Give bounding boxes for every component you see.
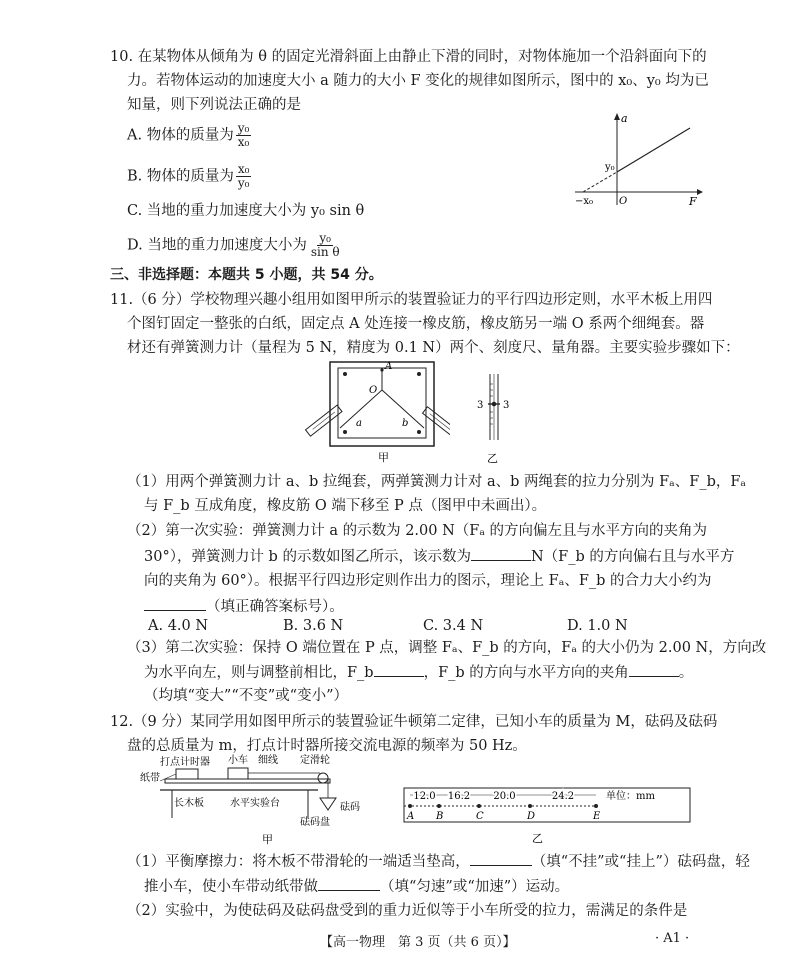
- q10-option-d: D. 当地的重力加速度大小为 $\frac{\text{y₀}}{\text{sin θ}}$: [127, 231, 340, 259]
- tape-segment-label: 16.2: [447, 791, 471, 802]
- tape-point-label-a: A: [407, 811, 415, 822]
- q10-graph: [565, 110, 705, 210]
- q11-part3-line2: 为水平向左，则与调整前相比，F_b ，F_b 的方向与水平方向的夹角 。: [144, 662, 693, 683]
- fig-jia-point-a: A: [385, 361, 393, 372]
- tape-point-label-d: D: [527, 811, 536, 822]
- q12-label-pulley: 定滑轮: [300, 755, 330, 766]
- graph-axis-a: a: [621, 112, 628, 125]
- q12-figure-yi: [400, 784, 696, 846]
- q12-part1-line1: （1）平衡摩擦力：将木板不带滑轮的一端适当垫高， （填“不挂”或“挂上”）砝码盘，轻: [127, 851, 750, 872]
- q12-label-pan: 砝码盘: [300, 817, 330, 828]
- q11-part1-line1: （1）用两个弹簧测力计 a、b 拉绳套，两弹簧测力计对 a、b 两绳套的拉力分别为 Fₐ、F_b，Fₐ: [127, 474, 747, 490]
- tape-point-d: [528, 804, 532, 808]
- q11-part3-line1: （3）第二次实验：保持 O 端位置在 P 点，调整 Fₐ、F_b 的方向，Fₐ 的大小仍为 2.00 N，方向改: [127, 640, 767, 656]
- q10-option-b: B. 物体的质量为 $\frac{\text{x₀}}{\text{y₀}}$: [127, 162, 250, 190]
- q12-line1: 12.（9 分）某同学用如图甲所示的装置验证牛顿第二定律，已知小车的质量为 M，砝码及砝码: [110, 714, 718, 730]
- q10-option-c: C. 当地的重力加速度大小为 y₀ sin θ: [127, 203, 365, 219]
- tape-point-e: [594, 804, 598, 808]
- q12-label-table: 水平实验台: [230, 798, 280, 809]
- q11-choice-d: D. 1.0 N: [567, 618, 628, 634]
- q12-label-board: 长木板: [174, 798, 204, 809]
- fig-yi-left-3: 3: [477, 400, 484, 411]
- graph-y0: y₀: [605, 162, 615, 173]
- tape-point-label-e: E: [593, 811, 601, 822]
- tape-segment-label: 12.0: [413, 791, 436, 802]
- q12-label-weight: 砝码: [340, 802, 360, 813]
- fig-jia-label-a: a: [356, 418, 362, 429]
- tape-segment-label: 20.0: [493, 791, 516, 802]
- tape-point-a: [408, 804, 412, 808]
- q11-part1-line2: 与 F_b 互成角度，橡皮筋 O 端下移至 P 点（图甲中未画出）。: [144, 498, 547, 514]
- q11-line3: 材还有弹簧测力计（量程为 5 N，精度为 0.1 N）两个、刻度尺、量角器。主要实验步骤如下：: [127, 340, 740, 356]
- q10-stem-line3: 知量，则下列说法正确的是: [127, 97, 301, 113]
- graph-axis-f: F: [689, 195, 697, 208]
- q11-blank-choice[interactable]: [144, 596, 206, 611]
- fig-jia-caption: 甲: [378, 451, 389, 464]
- q11-figure-yi: [470, 370, 520, 464]
- q12-fig-jia-caption: 甲: [262, 833, 273, 846]
- q11-choice-c: C. 3.4 N: [423, 618, 484, 634]
- q12-label-timer: 打点计时器: [160, 757, 210, 768]
- q12-line2: 盘的总质量为 m，打点计时器所接交流电源的频率为 50 Hz。: [127, 738, 527, 754]
- tape-point-label-c: C: [476, 811, 484, 822]
- q12-tape-unit: 单位：mm: [606, 791, 655, 802]
- tape-segment-label: 24.2: [551, 791, 575, 802]
- q11-figure-jia: [300, 358, 450, 464]
- fig-jia-label-b: b: [402, 418, 409, 429]
- q12-blank-hang[interactable]: [470, 851, 532, 866]
- q12-blank-motion[interactable]: [318, 876, 380, 891]
- q11-part2-line4: （填正确答案标号）。: [144, 596, 344, 617]
- q12-label-tape: 纸带: [140, 773, 160, 784]
- q11-part3-line3: （均填“变大”“不变”或“变小”）: [144, 688, 348, 704]
- q11-blank-angle[interactable]: [629, 662, 679, 677]
- q12-figure-jia: [140, 752, 380, 847]
- q12-part2-line1: （2）实验中，为使砝码及砝码盘受到的重力近似等于小车所受的拉力，需满足的条件是: [127, 903, 688, 919]
- fig-jia-point-o: O: [369, 385, 378, 396]
- tape-point-label-b: B: [436, 811, 444, 822]
- q12-label-car: 小车: [228, 755, 248, 766]
- q12-label-string: 细线: [258, 755, 278, 766]
- q11-line1: 11.（6 分）学校物理兴趣小组用如图甲所示的装置验证力的平行四边形定则，水平木板上用四: [110, 292, 713, 308]
- q11-part2-line3: 向的夹角为 60°）。根据平行四边形定则作出力的图示，理论上 Fₐ、F_b 的合力大小约为: [144, 573, 712, 589]
- graph-neg-x0: −x₀: [575, 196, 594, 207]
- q11-part2-line2: 30°），弹簧测力计 b 的示数如图乙所示，该示数为 N（F_b 的方向偏右且与水平方: [144, 546, 734, 567]
- q11-part2-line1: （2）第一次实验：弹簧测力计 a 的示数为 2.00 N（Fₐ 的方向偏左且与水平方向的夹角为: [127, 523, 708, 539]
- q10-stem-line2: 力。若物体运动的加速度大小 a 随力的大小 F 变化的规律如图所示，图中的 x₀、y₀ 均为已: [127, 73, 709, 89]
- tape-point-b: [437, 804, 441, 808]
- section3-heading: 三、非选择题：本题共 5 小题，共 54 分。: [110, 267, 383, 283]
- q11-blank-fb[interactable]: [374, 662, 424, 677]
- q11-line2: 个图钉固定一整张的白纸，固定点 A 处连接一橡皮筋，橡皮筋另一端 O 系两个细绳套。器: [127, 316, 705, 332]
- fig-yi-right-3: 3: [503, 400, 510, 411]
- page-footer-code: · A1 ·: [655, 931, 690, 946]
- tape-point-c: [477, 804, 481, 808]
- q10-stem-line1: 10. 在某物体从倾角为 θ 的固定光滑斜面上由静止下滑的同时，对物体施加一个沿斜面向下的: [110, 49, 707, 65]
- fig-yi-caption: 乙: [487, 452, 498, 464]
- q12-fig-yi-caption: 乙: [532, 832, 543, 845]
- q11-choice-a: A. 4.0 N: [148, 618, 209, 634]
- graph-origin: O: [619, 196, 628, 207]
- q10-option-a: A. 物体的质量为 $\frac{\text{y₀}}{\text{x₀}}$: [127, 121, 250, 149]
- page-footer: 【高一物理 第 3 页（共 6 页）】: [320, 935, 516, 950]
- q11-blank-reading[interactable]: [471, 546, 531, 561]
- q12-part1-line2: 推小车，使小车带动纸带做 （填“匀速”或“加速”）运动。: [144, 876, 569, 897]
- q11-choice-b: B. 3.6 N: [283, 618, 344, 634]
